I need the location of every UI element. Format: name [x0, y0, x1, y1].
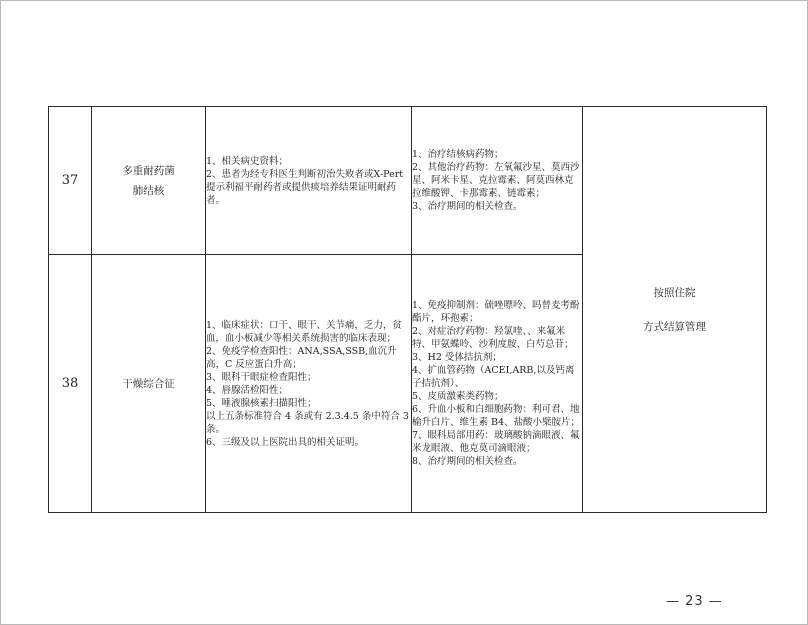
row-number: 37	[49, 107, 92, 255]
disease-name: 干燥综合征	[92, 255, 206, 513]
row-number: 38	[49, 255, 92, 513]
disease-table	[48, 106, 767, 513]
page-number: — 23 —	[666, 594, 723, 609]
treatment-scope: 1、免疫抑制剂：硫唑嘌呤、吗替麦考酚酯片，环孢素； 2、对症治疗药物：羟氯喹、、来氟米特、甲氨蝶呤、沙利度胺、白芍总苷； 3、H2 受体拮抗剂； 4、扩血管药物（ACEI,ARB,以及钙离子拮抗剂）、 5、皮质激素类药物； 6、升血小板和白细胞药物：利可君、地榆升白片、维生素 B4、盐酸小檗胺片； 7、眼科局部用药：玻璃酸钠滴眼液、氟米龙眼液、他克莫司滴眼液； 8、治疗期间的相关检查。	[412, 255, 583, 513]
treatment-scope: 1、治疗结核病药物； 2、其他治疗药物：左氧氟沙星、莫西沙星、阿米卡星、克拉霉素、阿莫西林克拉维酸钾、卡那霉素、链霉素； 3、治疗期间的相关检查。	[412, 107, 583, 255]
diagnostic-criteria: 1、临床症状：口干、眼干、关节痛，乏力，贫血，血小板减少等相关系统损害的临床表现； 2、免疫学检查阳性：ANA,SSA,SSB,血沉升高，C 反应蛋白升高； 3、眼科干眼症检查阳性； 4、唇腺活检阳性； 5、唾液腺核素扫描阳性； 以上五条标准符合 4 条或有 2.3.4.5 条中符合 3 条。 6、三级及以上医院出具的相关证明。	[206, 255, 412, 513]
settlement-management: 按照住院 方式结算管理	[583, 107, 767, 513]
diagnostic-criteria: 1、相关病史资料； 2、患者为经专科医生判断初治失败者或X-Pert 提示利福平耐药者或提供痰培养结果证明耐药者。	[206, 107, 412, 255]
table-row	[49, 107, 767, 255]
disease-name: 多重耐药菌 肺结核	[92, 107, 206, 255]
